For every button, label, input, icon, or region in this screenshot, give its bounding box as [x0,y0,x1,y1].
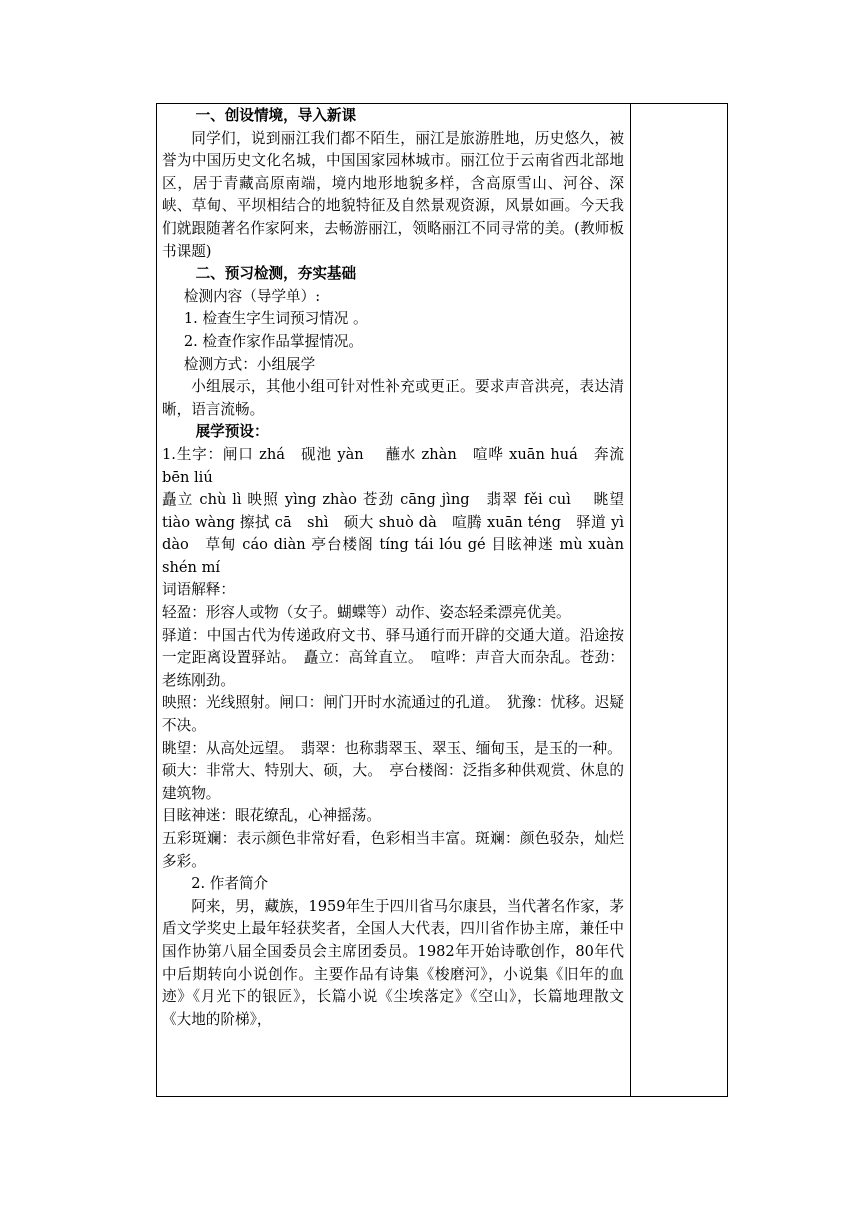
lesson-content [162,105,624,1031]
section1-body: 同学们，说到丽江我们都不陌生，丽江是旅游胜地，历史悠久，被誉为中国历史文化名城，中国国家园林城市。丽江位于云南省西北部地区，居于青藏高原南端，境内地形地貌多样，含高原雪山、河谷、深峡、草甸、平坝相结合的地貌特征及自然景观资源，风景如画。今天我们就跟随著名作家阿来，去畅游丽江，领略丽江不同寻常的美。(教师板书课题) [162,129,624,260]
word-def: 驿道：中国古代为传递政府文书、驿马通行而开辟的交通大道。沿途按一定距离设置驿站。 矗立：高耸直立。 喧哗：声音大而杂乱。苍劲：老练刚劲。 [162,626,624,689]
lesson-table [156,103,728,1097]
word-def: 眺望：从高处远望。 翡翠：也称翡翠玉、翠玉、缅甸玉，是玉的一种。 [162,739,622,757]
notes-column [631,104,727,1096]
check-item-1: 1. 检查生字生词预习情况 。 [183,310,368,328]
preset-title: 展学预设： [195,423,269,441]
new-chars-line-2: 矗立 chù lì 映照 yìng zhào 苍劲 cāng jìng 翡翠 fěi cuì 眺望 tiào wàng 擦拭 cā shì 硕大 shuò dà 喧腾 xuān téng 驿道 yì dào 草甸 cáo diàn 亭台楼阁 tíng tái lóu gé 目眩神迷 mù xuàn shén mí [162,491,624,576]
author-body: 阿来，男，藏族，1959年生于四川省马尔康县，当代著名作家，茅盾文学奖史上最年轻获奖者，全国人大代表，四川省作协主席，兼任中国作协第八届全国委员会主席团委员。1982年开始诗歌创作，80年代中后期转向小说创作。主要作品有诗集《梭磨河》，小说集《旧年的血迹》《月光下的银匠》，长篇小说《尘埃落定》《空山》，长篇地理散文《大地的阶梯》， [162,897,624,1028]
check-content: 检测内容（导学单）: [183,287,321,305]
word-def: 目眩神迷：眼花缭乱，心神摇荡。 [162,807,381,825]
word-def: 硕大：非常大、特别大、硕，大。 亭台楼阁：泛指多种供观赏、休息的建筑物。 [162,762,624,802]
check-method: 检测方式：小组展学 [183,355,316,373]
word-def: 五彩斑斓：表示颜色非常好看，色彩相当丰富。斑斓：颜色驳杂，灿烂多彩。 [162,830,624,870]
word-def: 映照：光线照射。闸口：闸门开时水流通过的孔道。 犹豫：忧移。迟疑不决。 [162,694,624,735]
group-display: 小组展示，其他小组可针对性补充或更正。要求声音洪亮，表达清晰，语言流畅。 [162,378,624,418]
author-title: 2. 作者简介 [191,875,269,893]
word-def: 轻盈：形容人或物（女子。蝴蝶等）动作、姿态轻柔漂亮优美。 [162,604,571,622]
new-chars-line-1: 1.生字：闸口 zhá 砚池 yàn 蘸水 zhàn 喧哗 xuān huá 奔流 bēn liú [162,445,624,486]
word-explain-title: 词语解释： [162,581,235,599]
section2-title: 二、预习检测，夯实基础 [195,265,357,283]
section1-title: 一、创设情境，导入新课 [195,107,357,124]
check-item-2: 2. 检查作家作品掌握情况。 [183,332,363,350]
